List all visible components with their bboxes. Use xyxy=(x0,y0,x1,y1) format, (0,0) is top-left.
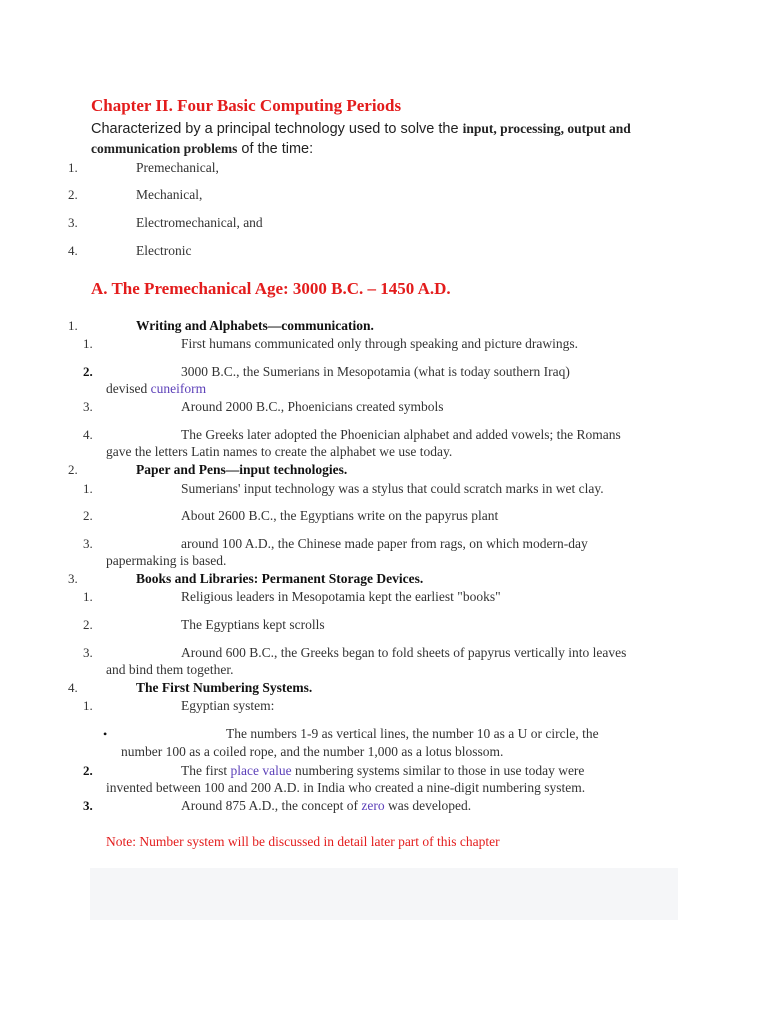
chapter-title: Chapter II. Four Basic Computing Periods xyxy=(91,96,402,115)
topic-number: 4. xyxy=(68,680,78,695)
item-text: 3000 B.C., the Sumerians in Mesopotamia (what is today southern Iraq) xyxy=(181,364,570,379)
cuneiform-link[interactable]: cuneiform xyxy=(150,381,207,396)
intro-bold-2: communication problems xyxy=(91,141,238,156)
item-text-continued xyxy=(106,381,206,397)
item-text: Around 2000 B.C., Phoenicians created symbols xyxy=(181,399,444,414)
intro-text-2: of the time: xyxy=(237,141,314,157)
item-text: About 2600 B.C., the Egyptians write on the papyrus plant xyxy=(181,508,499,523)
intro-bold: input, processing, output and xyxy=(462,121,631,136)
place-value-link[interactable]: place value xyxy=(230,763,292,778)
item-text: numbering systems similar to those in use today were xyxy=(291,763,585,778)
note-text: Note: Number system will be discussed in detail later part of this chapter xyxy=(106,834,500,849)
intro-text: Characterized by a principal technology used to solve the xyxy=(91,121,463,137)
item-text: Around 600 B.C., the Greeks began to fold sheets of papyrus vertically into leaves xyxy=(181,645,627,660)
item-number: 1. xyxy=(83,698,93,713)
item-number: 3. xyxy=(83,536,93,551)
item-text: devised xyxy=(106,381,151,396)
item-text: around 100 A.D., the Chinese made paper from rags, on which modern-day xyxy=(181,536,588,551)
item-text: Sumerians' input technology was a stylus that could scratch marks in wet clay. xyxy=(181,481,604,496)
footer-box xyxy=(90,868,678,920)
list-item: Electronic xyxy=(136,243,192,258)
item-text: First humans communicated only through speaking and picture drawings. xyxy=(181,336,579,351)
item-text: Religious leaders in Mesopotamia kept the earliest "books" xyxy=(181,589,501,604)
item-text-continued: and bind them together. xyxy=(106,662,234,677)
topic-title: Books and Libraries: Permanent Storage Devices. xyxy=(136,571,424,586)
topic-number: 1. xyxy=(68,318,78,333)
item-text-continued: papermaking is based. xyxy=(106,553,227,568)
item-number: 2. xyxy=(83,508,93,523)
item-number: 4. xyxy=(83,427,93,442)
item-text: The Greeks later adopted the Phoenician alphabet and added vowels; the Romans xyxy=(181,427,621,442)
bullet-text-continued: number 100 as a coiled rope, and the number 1,000 as a lotus blossom. xyxy=(121,744,504,759)
intro-paragraph xyxy=(91,119,631,159)
item-number: 2. xyxy=(83,617,93,632)
topic-title: The First Numbering Systems. xyxy=(136,680,313,695)
item-number: 1. xyxy=(83,481,93,496)
item-text: Egyptian system: xyxy=(181,698,275,713)
list-number: 3. xyxy=(68,215,78,230)
item-number: 2. xyxy=(83,364,93,379)
item-number: 3. xyxy=(83,798,93,813)
item-text: The Egyptians kept scrolls xyxy=(181,617,325,632)
topic-title: Paper and Pens—input technologies. xyxy=(136,462,348,477)
list-item: Electromechanical, and xyxy=(136,215,263,230)
item-number: 3. xyxy=(83,645,93,660)
list-item: Mechanical, xyxy=(136,187,203,202)
item-text xyxy=(181,763,584,779)
list-number: 4. xyxy=(68,243,78,258)
section-title: A. The Premechanical Age: 3000 B.C. – 1450 A.D. xyxy=(91,279,451,298)
item-number: 1. xyxy=(83,336,93,351)
list-item: Premechanical, xyxy=(136,160,219,175)
item-text-continued: gave the letters Latin names to create the alphabet we use today. xyxy=(106,444,453,459)
item-number: 1. xyxy=(83,589,93,604)
bullet-icon: • xyxy=(103,727,108,741)
list-number: 1. xyxy=(68,160,78,175)
item-text: was developed. xyxy=(384,798,472,813)
bullet-text: The numbers 1-9 as vertical lines, the number 10 as a U or circle, the xyxy=(226,726,599,741)
item-number: 3. xyxy=(83,399,93,414)
item-text-continued: invented between 100 and 200 A.D. in India who created a nine-digit numbering system. xyxy=(106,780,586,795)
topic-number: 2. xyxy=(68,462,78,477)
list-number: 2. xyxy=(68,187,78,202)
topic-number: 3. xyxy=(68,571,78,586)
item-text xyxy=(181,798,471,814)
item-number: 2. xyxy=(83,763,93,778)
item-text: Around 875 A.D., the concept of xyxy=(181,798,362,813)
item-text: The first xyxy=(181,763,231,778)
zero-link[interactable]: zero xyxy=(361,798,385,813)
topic-title: Writing and Alphabets—communication. xyxy=(136,318,374,333)
